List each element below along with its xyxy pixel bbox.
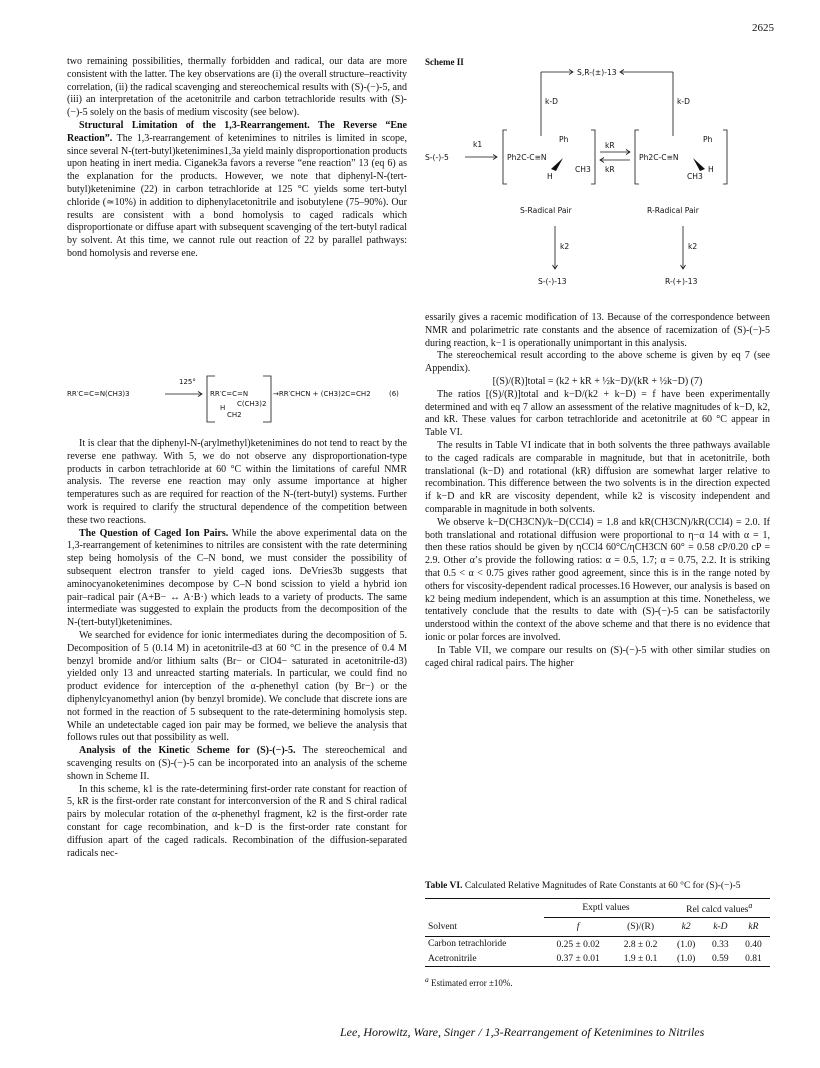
scheme-k2-left: k2	[560, 242, 570, 251]
equation-7: [(S)/(R)]total = (k2 + kR + ½k−D)/(kR + ½k−D) (7)	[492, 375, 703, 387]
section-title: The Question of Caged Ion Pairs.	[79, 527, 229, 539]
scheme-wedge-right	[693, 158, 705, 171]
table-header-solvent: Solvent	[425, 918, 544, 937]
scheme-k1: k1	[473, 140, 483, 149]
eq6-label: (6)	[389, 390, 399, 398]
eq6-ts-h: H	[220, 404, 226, 412]
table-cell: 0.33	[712, 939, 729, 950]
section-title: Structural Limitation of the 1,3-Rearrangement. The Reverse “Ene Reaction”.	[67, 119, 407, 144]
scheme-s-pair: S-Radical Pair	[520, 206, 572, 215]
scheme-top-product: S,R-(±)-13	[577, 68, 617, 77]
paragraph	[67, 745, 407, 783]
paragraph: We observe k−D(CH3CN)/k−D(CCl4) = 1.8 and kR(CH3CN)/kR(CCl4) = 2.0. If both translational and rotational diffusion were proportional to η−α 14 with α = 1, then these ratios should be given by ηCCl4 60°C/ηCH3CN 60° = 0.58 cP/0.20 cP = 2.9. Other α’s provide the following ratios: α = 0.5, 1.7; α = 0.75, 2.2. It is striking that 0.5 < α < 0.75 gives rather good agreement, since this is in the range noted by others for viscosity-dependent radical processes.16 However, our analysis is based on k2 being medium independent, which is an assumption at this time. Nonetheless, we tentatively conclude that the results to date with (S)-(−)-5 can be satisfactorily understood within the context of the above scheme and that there is no evidence that ionic or polar forces are involved.	[425, 516, 770, 643]
left-column-top	[67, 56, 407, 261]
scheme-ch3-left: CH3	[575, 165, 591, 174]
table-group-rel-label: Rel calcd values	[686, 905, 749, 916]
eq6-bracket-left	[207, 376, 215, 422]
scheme-k2-right: k2	[688, 242, 698, 251]
table-vi	[425, 880, 770, 988]
paragraph: In Table VII, we compare our results on (S)-(−)-5 with other similar studies on caged chiral radical pairs. The higher	[425, 644, 770, 669]
table-row	[425, 952, 770, 967]
table-cell: (1.0)	[677, 939, 696, 950]
table-footnote	[425, 975, 770, 988]
scheme-ph2-right: Ph2C-C≡N	[639, 153, 679, 162]
paragraph: The ratios [(S)/(R)]total and k−D/(k2 + k−D) = f have been experimentally determined and with eq 7 allow an assessment of the relative magnitudes of k−D, k2, and kR. These values for carbon tetrachloride and acetonitrile at 60 °C appear in Table VI.	[425, 388, 770, 439]
scheme-kr-top: kR	[605, 141, 615, 150]
scheme-title: Scheme II	[425, 57, 464, 67]
paragraph-body: The 1,3-rearrangement of ketenimines to nitriles is limited in scope, since several N-(tert-butyl)ketenimines1,3a yield mainly disproportionation products upon heating in inert media. Ciganek3a favors a reverse “ene reaction” 13 (eq 6) as the explanation for the products. However, we note that diphenyl-N-(tert-butyl)ketenimine (22) in carbon tetrachloride at 125 °C yields some tert-butyl chloride (≃10%) in addition to diphenylacetonitrile and isobutylene (75–90%). Our results are consistent with a bond homolysis to caged radicals which disproportionate or diffuse apart with subsequent scavenging of the tert-butyl radical by solvent. At this time, we cannot rule out reaction of 22 by parallel pathways: bond homolysis and reverse ene.	[67, 132, 407, 259]
left-column-bottom	[67, 438, 407, 860]
scheme-ph-left: Ph	[559, 135, 569, 144]
table-group-empty	[425, 899, 544, 918]
table-cell: 0.59	[704, 952, 737, 967]
table-header-sr: (S)/(R)	[613, 918, 669, 937]
table-header-kd: k-D	[704, 918, 737, 937]
scheme-bracket-r-close	[723, 130, 727, 184]
scheme-h-left: H	[547, 172, 553, 181]
table-group-exptl: Exptl values	[544, 899, 669, 918]
table-caption-text: Calculated Relative Magnitudes of Rate Constants at 60 °C for (S)-(−)-5	[464, 881, 741, 891]
eq6-ts-top: RR′C=C=N	[210, 390, 249, 398]
equation-6-drawing	[67, 374, 407, 424]
table-caption-label: Table VI.	[425, 881, 463, 891]
paragraph-body: The stereochemical and scavenging results on (S)-(−)-5 can be incorporated into an analysis of the scheme shown in Scheme II.	[67, 745, 408, 782]
scheme-r-pair: R-Radical Pair	[647, 206, 699, 215]
paragraph: In this scheme, k1 is the rate-determining first-order rate constant for reaction of 5, kR is the first-order rate constant for interconversion of the R and S chiral radical pairs by molecular rotation of the α-phenethyl fragment, k2 is the first-order rate constant for cage recombination, and k−D is the first-order rate constant for diffusion apart of the caged radicals. Recombination of the diffusion-separated radicals nec-	[67, 783, 407, 859]
table-cell: 2.8 ± 0.2	[623, 939, 658, 950]
table-row	[425, 937, 770, 953]
eq6-products: →RR′CHCN + (CH3)2C=CH2	[273, 390, 371, 398]
scheme-k-minus-d-left: k-D	[545, 97, 558, 106]
scheme-h-right: H	[708, 165, 714, 174]
paragraph: It is clear that the diphenyl-N-(arylmethyl)ketenimines do not tend to react by the reverse ene pathway. With 5, we do not observe any disproportionation-type products in carbon tetrachloride at 60 °C within the limitations of careful NMR analysis. The reverse ene reaction may only assume importance at higher temperatures such as are required for reaction of the N-(tert-butyl) systems. Further work is required to clarify the structural dependence of the competition between these two reactions.	[67, 438, 407, 526]
paragraph	[67, 120, 407, 261]
eq6-reactant: RR′C=C=N(CH3)3	[67, 390, 130, 398]
table-cell: 1.9 ± 0.1	[613, 952, 669, 967]
eq6-ts-sub: C(CH3)2	[237, 400, 267, 408]
table-footnote-text: Estimated error ±10%.	[431, 978, 513, 989]
scheme-r-product: R-(+)-13	[665, 277, 698, 286]
scheme-bracket-s-close	[591, 130, 595, 184]
eq6-temp: 125°	[179, 378, 196, 386]
scheme-ch3-right: CH3	[687, 172, 703, 181]
table-group-rel	[668, 899, 770, 918]
paragraph: The stereochemical result according to the above scheme is given by eq 7 (see Appendix).	[425, 350, 770, 375]
scheme-s-product: S-(-)-13	[538, 277, 567, 286]
paragraph: We searched for evidence for ionic intermediates during the decomposition of 5. Decomposition of 5 (0.14 M) in acetonitrile-d3 at 60 °C in the presence of 0.4 M benzyl bromide and/or lithium salts (Br− or ClO4− saturated in acetonitrile-d3) yielded only 13 and unreacted starting materials. In particular, we could find no product evidence for interception of the α-phenethyl cation (by Br−) or the diphenylcyanomethyl anion (by benzyl bromide). We conclude that discrete ions are not formed in the reaction of 5 subsequent to the rate-determining homolysis step. While an undetectable caged ion pair may be formed, we believe the analysis that follows rules out that possibility as well.	[67, 629, 407, 744]
table-header-k2: k2	[668, 918, 703, 937]
scheme-reactant: S-(-)-5	[425, 153, 449, 162]
running-footer: Lee, Horowitz, Ware, Singer / 1,3-Rearrangement of Ketenimines to Nitriles	[340, 1025, 705, 1039]
scheme-wedge-left	[551, 158, 563, 171]
paragraph-body: While the above experimental data on the 1,3-rearrangement of ketenimines to nitriles are consistent with the rate determining step being homolysis of the C–N bond, we must consider the possibility of subsequent electron transfer to yield caged ions. DeVries3b suggests that aminocyanoketenimines decompose by C–N bond scission to yield a hybrid ion pair–radical pair (A+B− ↔ A·B·) which leads to a variety of products. The same intermediate was suggested to explain the products from the decomposition of the N-(tert-butyl)ketenimines.	[67, 527, 407, 629]
scheme-ii	[425, 56, 770, 292]
paragraph	[67, 528, 407, 630]
data-table	[425, 898, 770, 967]
equation-6	[67, 374, 407, 424]
table-cell: 0.81	[737, 952, 770, 967]
scheme-ii-drawing	[425, 56, 770, 292]
table-header-kr: kR	[737, 918, 770, 937]
table-caption	[425, 880, 770, 892]
table-cell: 0.40	[745, 939, 762, 950]
scheme-kr-bottom: kR	[605, 165, 615, 174]
paragraph: The results in Table VI indicate that in both solvents the three pathways available to the caged radicals are comparable in magnitude, but that in acetonitrile, both translational (k−D) and rotational (kR) diffusion are somewhat larger relative to recombination. This difference between the two solvents is in the direction expected if k−D and kR are viscosity dependent, while k2 is viscosity independent and comparable in magnitude in both solvents.	[425, 439, 770, 515]
page-number: 2625	[752, 22, 774, 34]
paragraph: two remaining possibilities, thermally forbidden and radical, our data are more consistent with the latter. The key observations are (i) the overall structure–reactivity correlation, (ii) the radical scavenging and stereochemical results with (S)-(−)-5, and (iii) an interpretation of the acetonitrile and carbon tetrachloride results with (S)-(−)-5 solely on the basis of medium viscosity (see below).	[67, 56, 407, 119]
table-header-f: f	[544, 918, 613, 937]
table-cell-solvent: Acetronitrile	[425, 952, 544, 967]
table-cell: 0.37 ± 0.01	[544, 952, 613, 967]
table-cell: 0.25 ± 0.02	[556, 939, 600, 950]
eq6-bracket-right	[263, 376, 271, 422]
scheme-ph2-left: Ph2C-C≡N	[507, 153, 547, 162]
table-group-rel-note: a	[748, 901, 753, 910]
eq6-ts-ch2: CH2	[227, 411, 242, 419]
section-title: Analysis of the Kinetic Scheme for (S)-(−)-5.	[79, 745, 296, 757]
scheme-k-minus-d-right: k-D	[677, 97, 690, 106]
scheme-ph-right: Ph	[703, 135, 713, 144]
table-footnote-mark: a	[425, 975, 429, 985]
paragraph: essarily gives a racemic modification of 13. Because of the correspondence between NMR and polarimetric rate constants and the absence of racemization of (S)-(−)-5 during reaction, k−1 is operationally unimportant in this analysis.	[425, 312, 770, 349]
table-cell: (1.0)	[668, 952, 703, 967]
right-column	[425, 312, 770, 670]
table-cell-solvent: Carbon tetrachloride	[428, 939, 507, 950]
